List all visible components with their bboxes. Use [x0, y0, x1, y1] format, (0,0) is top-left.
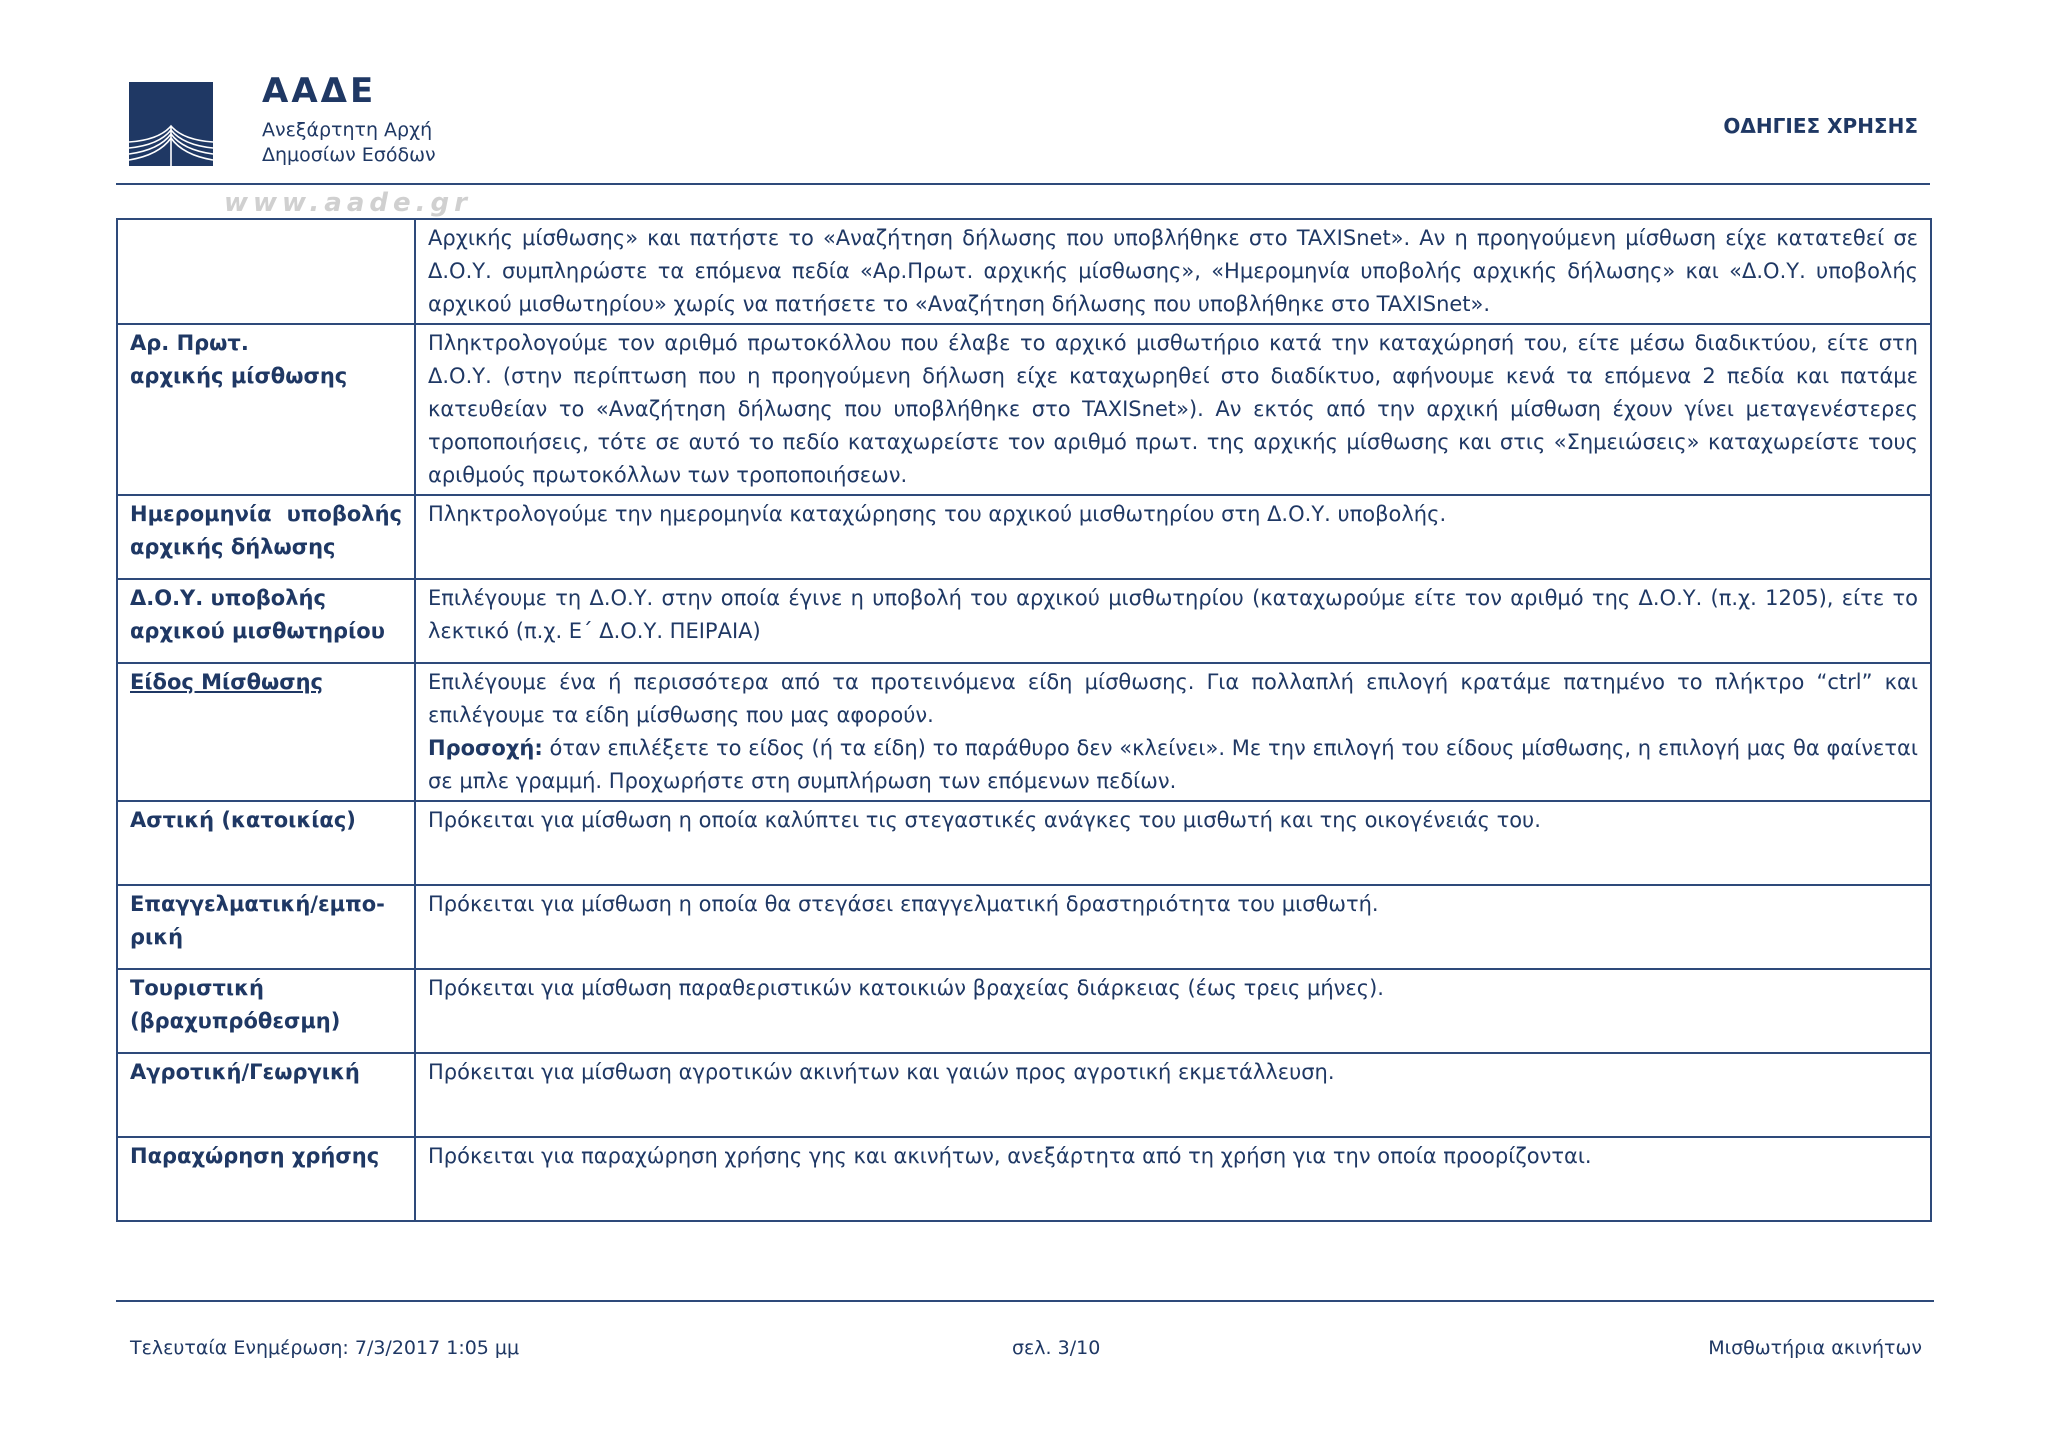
table-row [117, 663, 1931, 801]
field-term-line2: ρική [130, 925, 184, 949]
field-term-cell [117, 969, 415, 1053]
field-term-line2: αρχικού μισθωτηρίου [130, 619, 385, 643]
field-term-cell [117, 663, 415, 801]
field-term-line1: Αρ. Πρωτ. [130, 331, 249, 355]
attention-text: όταν επιλέξετε το είδος (ή τα είδη) το παράθυρο δεν «κλείνει». Με την επιλογή του είδους μίσθωσης, η επιλογή μας θα φαίνεται σε μπλε γραμμή. Προχωρήστε στη συμπλήρωση των επόμενων πεδίων. [428, 736, 1918, 793]
document-name: Μισθωτήρια ακινήτων [1708, 1337, 1922, 1359]
field-description: Πρόκειται για μίσθωση αγροτικών ακινήτων και γαιών προς αγροτική εκμετάλλευση. [415, 1053, 1931, 1137]
field-description [415, 663, 1931, 801]
field-description: Πρόκειται για μίσθωση παραθεριστικών κατοικιών βραχείας διάρκειας (έως τρεις μήνες). [415, 969, 1931, 1053]
field-term-cell [117, 1137, 415, 1221]
field-term-cell [117, 885, 415, 969]
table-row [117, 1137, 1931, 1221]
field-term-line1: Επαγγελματική/εμπο- [130, 892, 385, 916]
field-description: Πρόκειται για παραχώρηση χρήσης γης και ακινήτων, ανεξάρτητα από τη χρήση για την οποία προορίζονται. [415, 1137, 1931, 1221]
instructions-table [116, 218, 1932, 1222]
field-term-cell [117, 219, 415, 324]
field-description: Πρόκειται για μίσθωση η οποία καλύπτει τις στεγαστικές ανάγκες του μισθωτή και της οικογένειάς του. [415, 801, 1931, 885]
field-description: Πληκτρολογούμε την ημερομηνία καταχώρησης του αρχικού μισθωτηρίου στη Δ.Ο.Υ. υποβολής. [415, 495, 1931, 579]
field-term-line2: (βραχυπρόθεσμη) [130, 1009, 341, 1033]
header-divider [116, 183, 1930, 185]
field-description-text: Επιλέγουμε ένα ή περισσότερα από τα προτεινόμενα είδη μίσθωσης. Για πολλαπλή επιλογή κρατάμε πατημένο το πλήκτρο “ctrl” και επιλέγουμε τα είδη μίσθωσης που μας αφορούν. [428, 670, 1918, 727]
field-term: Αγροτική/Γεωργική [130, 1060, 360, 1084]
document-title: ΟΔΗΓΙΕΣ ΧΡΗΣΗΣ [1723, 114, 1918, 138]
field-term-line1: Δ.Ο.Υ. υποβολής [130, 586, 326, 610]
last-update: Τελευταία Ενημέρωση: 7/3/2017 1:05 μμ [130, 1337, 520, 1359]
logo-subtitle-line1: Ανεξάρτητη Αρχή [262, 119, 433, 141]
field-term-cell [117, 801, 415, 885]
footer-divider [116, 1300, 1934, 1302]
field-description: Επιλέγουμε τη Δ.Ο.Υ. στην οποία έγινε η υποβολή του αρχικού μισθωτηρίου (καταχωρούμε είτε τον αριθμό της Δ.Ο.Υ. (π.χ. 1205), είτε το λεκτικό (π.χ. Ε΄ Δ.Ο.Υ. ΠΕΙΡΑΙΑ) [415, 579, 1931, 663]
table-row [117, 885, 1931, 969]
table-row [117, 495, 1931, 579]
table-row [117, 969, 1931, 1053]
field-description: Αρχικής μίσθωσης» και πατήστε το «Αναζήτηση δήλωσης που υποβλήθηκε στο TAXISnet». Αν η προηγούμενη μίσθωση είχε κατατεθεί σε Δ.Ο.Υ. συμπληρώστε τα επόμενα πεδία «Αρ.Πρωτ. αρχικής μίσθωσης», «Ημερομηνία υποβολής αρχικής δήλωσης» και «Δ.Ο.Υ. υποβολής αρχικού μισθωτηρίου» χωρίς να πατήσετε το «Αναζήτηση δήλωσης που υποβλήθηκε στο TAXISnet». [415, 219, 1931, 324]
field-description: Πρόκειται για μίσθωση η οποία θα στεγάσει επαγγελματική δραστηριότητα του μισθωτή. [415, 885, 1931, 969]
website-watermark: www.aade.gr [224, 188, 472, 218]
page-number: σελ. 3/10 [1012, 1337, 1101, 1359]
table-row [117, 579, 1931, 663]
aade-logo-icon [129, 82, 213, 166]
field-term: Αστική (κατοικίας) [130, 808, 356, 832]
table-row [117, 1053, 1931, 1137]
field-term-cell [117, 324, 415, 495]
table-row [117, 324, 1931, 495]
field-term-cell [117, 495, 415, 579]
field-term-cell [117, 1053, 415, 1137]
field-term-line2: αρχικής μίσθωσης [130, 364, 348, 388]
logo-title: ΑΑΔΕ [262, 71, 377, 111]
field-term-cell [117, 579, 415, 663]
field-term-line1: Τουριστική [130, 976, 264, 1000]
field-term: Ημερομηνία υποβολής αρχικής δήλωσης [130, 502, 402, 559]
table-row [117, 801, 1931, 885]
attention-label: Προσοχή: [428, 736, 543, 760]
table-row [117, 219, 1931, 324]
lease-type-link[interactable]: Είδος Μίσθωσης [130, 670, 324, 694]
logo-subtitle-line2: Δημοσίων Εσόδων [262, 144, 436, 166]
field-term: Παραχώρηση χρήσης [130, 1144, 380, 1168]
field-description: Πληκτρολογούμε τον αριθμό πρωτοκόλλου που έλαβε το αρχικό μισθωτήριο κατά την καταχώρησή του, είτε μέσω διαδικτύου, είτε στη Δ.Ο.Υ. (στην περίπτωση που η προηγούμενη δήλωση είχε καταχωρηθεί στο διαδίκτυο, αφήνουμε κενά τα επόμενα 2 πεδία και πατάμε κατευθείαν το «Αναζήτηση δήλωσης που υποβλήθηκε στο TAXISnet»). Αν εκτός από την αρχική μίσθωση έχουν γίνει μεταγενέστερες τροποποιήσεις, τότε σε αυτό το πεδίο καταχωρείστε τον αριθμό πρωτ. της αρχικής μίσθωσης και στις «Σημειώσεις» καταχωρείστε τους αριθμούς πρωτοκόλλων των τροποποιήσεων. [415, 324, 1931, 495]
